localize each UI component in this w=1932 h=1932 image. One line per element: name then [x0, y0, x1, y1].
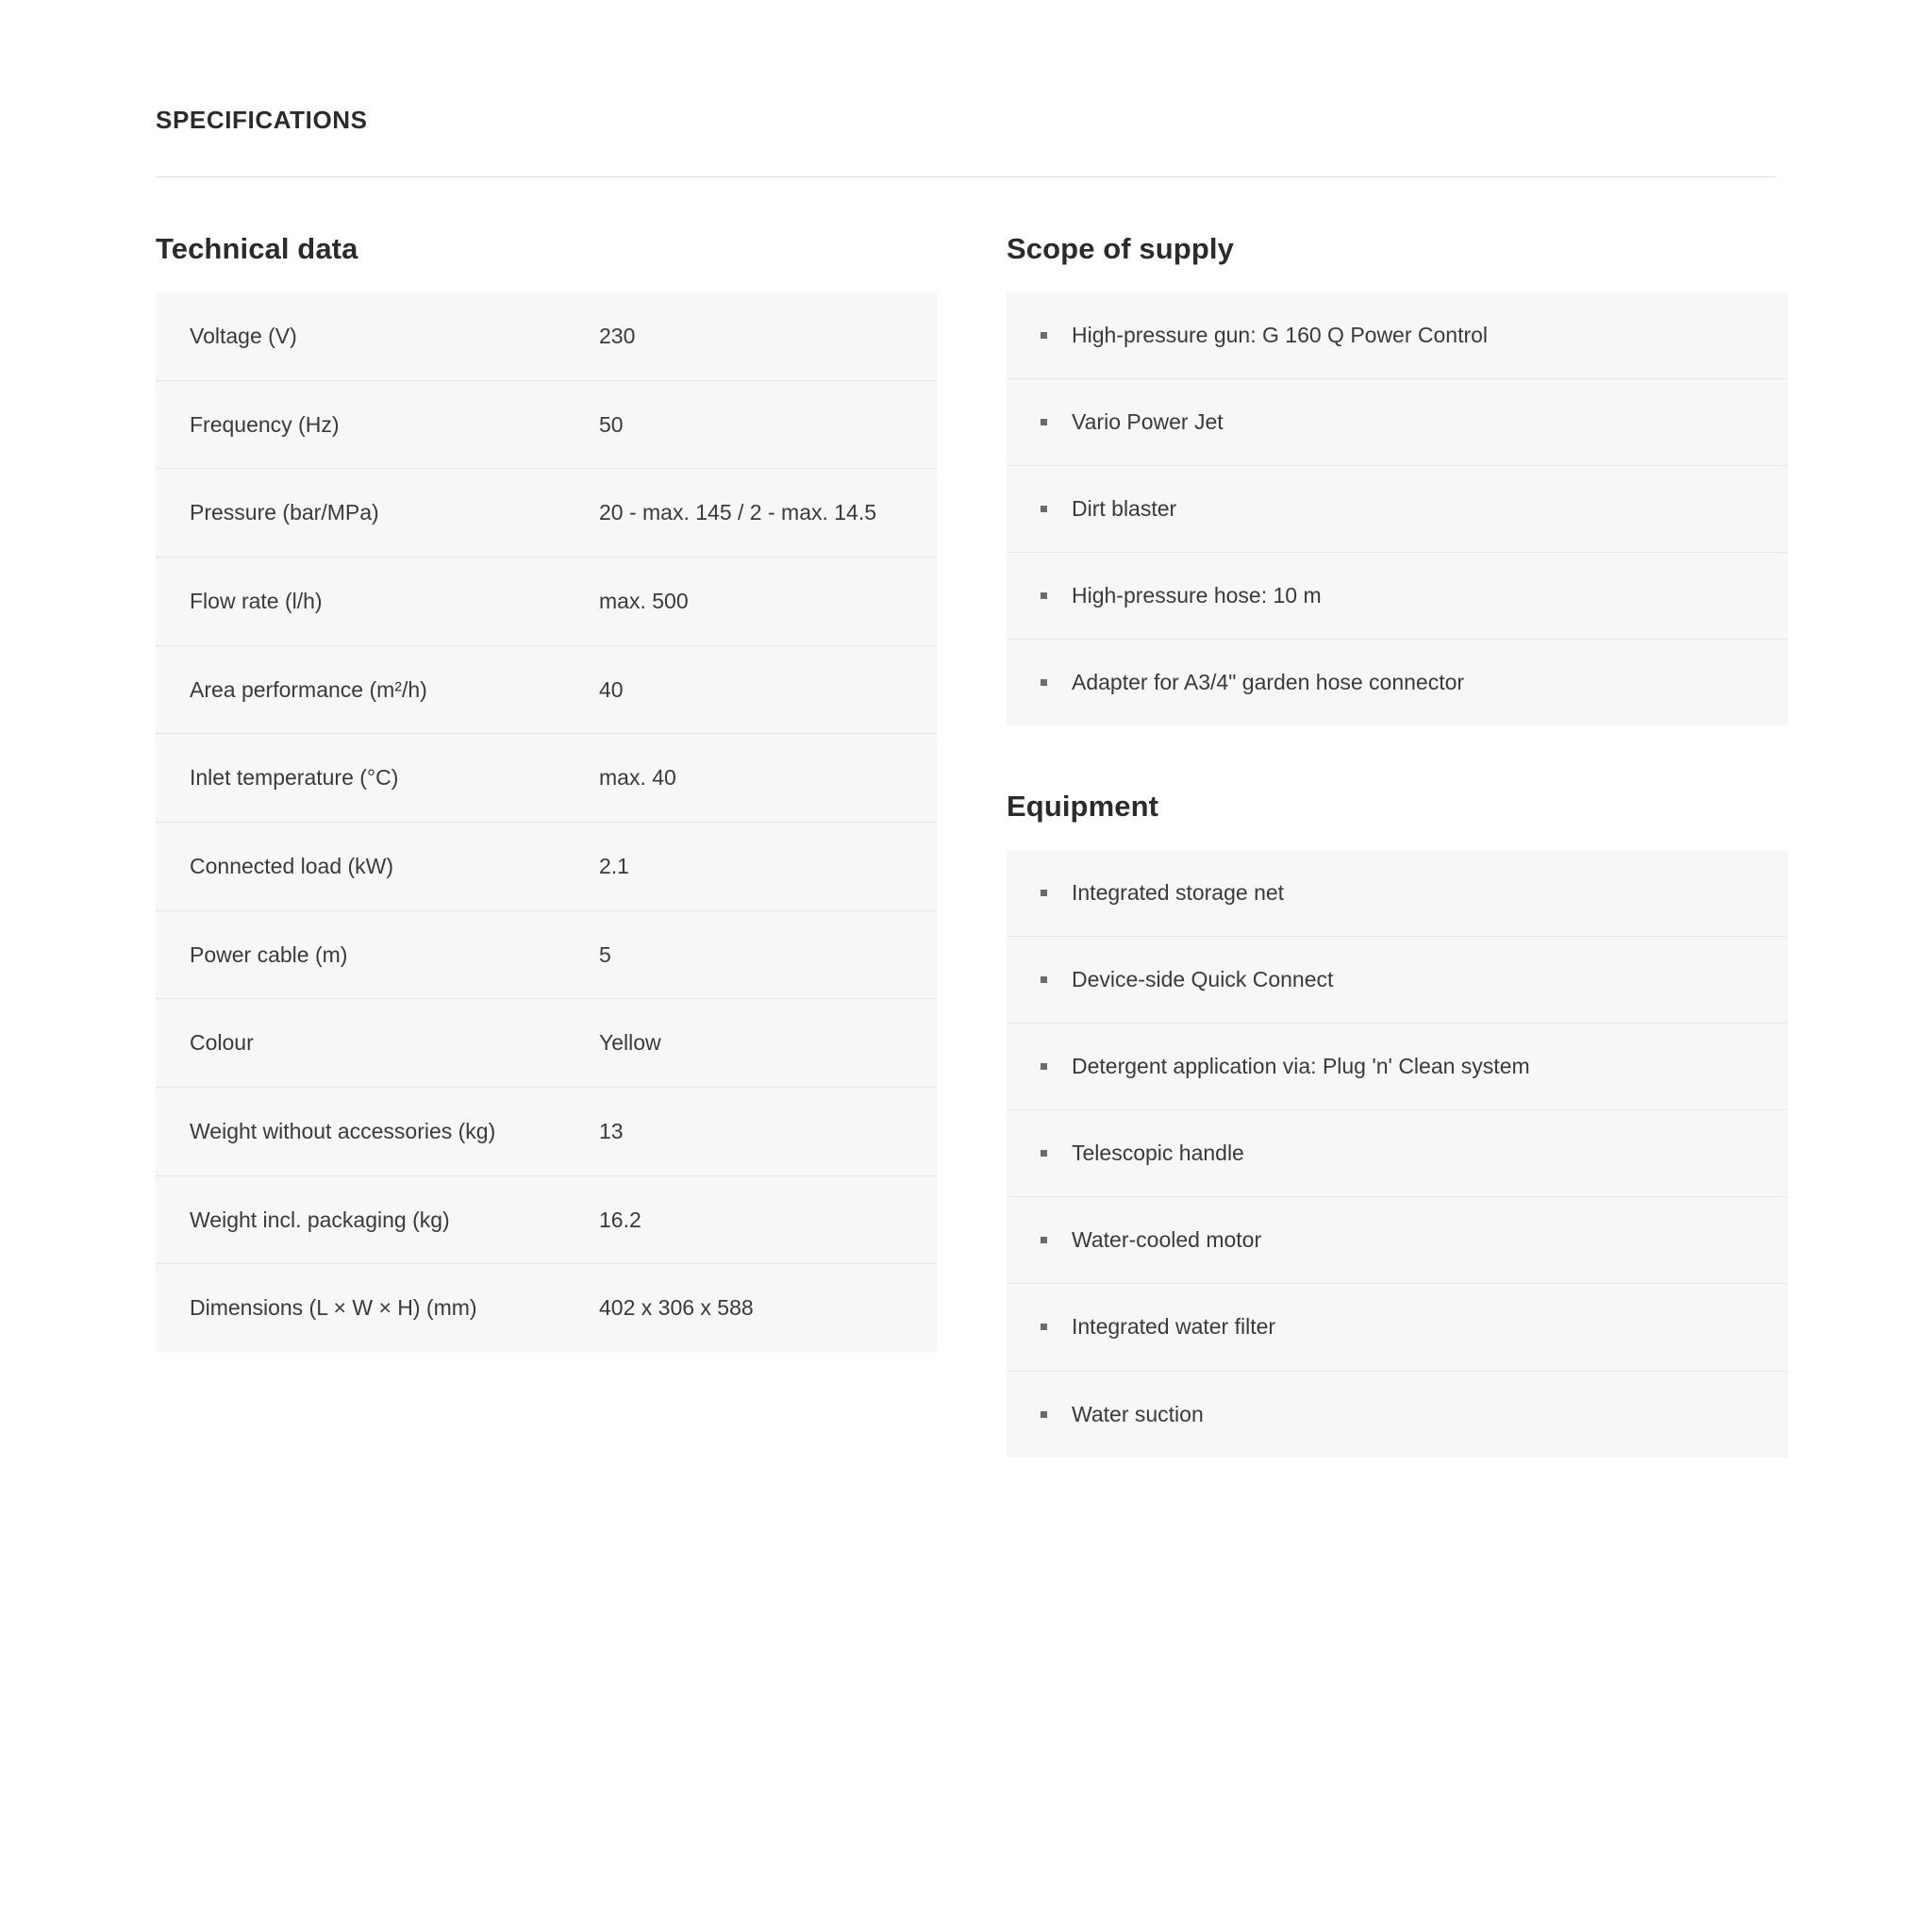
technical-data-heading: Technical data: [156, 232, 358, 265]
spec-label: Voltage (V): [156, 292, 599, 380]
equipment-list: [1007, 850, 1788, 1457]
spec-label: Connected load (kW): [156, 822, 599, 910]
table-row: [156, 557, 937, 645]
spec-label: Colour: [156, 999, 599, 1088]
list-item-label: Telescopic handle: [1072, 1141, 1244, 1166]
section-header: [0, 0, 1932, 135]
table-row: [156, 822, 937, 910]
spec-value: 13: [599, 1087, 937, 1175]
list-item: [1007, 1372, 1788, 1457]
list-item: [1007, 1110, 1788, 1197]
list-item: [1007, 466, 1788, 553]
bullet-icon: [1041, 506, 1047, 512]
list-item: [1007, 1284, 1788, 1371]
scope-of-supply-list: [1007, 292, 1788, 725]
bullet-icon: [1041, 1237, 1047, 1243]
bullet-icon: [1041, 1411, 1047, 1418]
table-row: [156, 292, 937, 380]
content-columns: [0, 232, 1932, 1457]
list-item-label: Integrated storage net: [1072, 880, 1285, 906]
spec-value: 2.1: [599, 822, 937, 910]
equipment-heading: Equipment: [1007, 790, 1159, 824]
table-row: [156, 1087, 937, 1175]
spec-value: max. 40: [599, 734, 937, 823]
spec-label: Power cable (m): [156, 910, 599, 999]
spec-value: 40: [599, 645, 937, 734]
list-item: [1007, 1197, 1788, 1284]
list-item-label: Dirt blaster: [1072, 496, 1177, 522]
list-item: [1007, 379, 1788, 466]
supply-equipment-column: [1007, 232, 1788, 1457]
bullet-icon: [1041, 1324, 1047, 1330]
table-row: [156, 734, 937, 823]
bullet-icon: [1041, 419, 1047, 425]
list-item-label: Water-cooled motor: [1072, 1227, 1262, 1253]
list-item-label: Integrated water filter: [1072, 1314, 1276, 1340]
table-row: [156, 910, 937, 999]
list-item: [1007, 553, 1788, 640]
list-item-label: Water suction: [1072, 1401, 1204, 1426]
list-item-label: Adapter for A3/4" garden hose connector: [1072, 670, 1465, 695]
list-item: [1007, 850, 1788, 937]
bullet-icon: [1041, 890, 1047, 896]
spec-label: Frequency (Hz): [156, 380, 599, 469]
scope-of-supply-heading: Scope of supply: [1007, 232, 1234, 265]
technical-data-column: [156, 232, 937, 1457]
table-row: [156, 469, 937, 558]
spec-value: 20 - max. 145 / 2 - max. 14.5: [599, 469, 937, 558]
page-title: SPECIFICATIONS: [156, 106, 368, 134]
bullet-icon: [1041, 332, 1047, 339]
list-item-label: High-pressure gun: G 160 Q Power Control: [1072, 323, 1489, 347]
bullet-icon: [1041, 1063, 1047, 1070]
list-item: [1007, 1024, 1788, 1110]
spec-label: Weight incl. packaging (kg): [156, 1175, 599, 1264]
table-row: [156, 380, 937, 469]
table-row: [156, 999, 937, 1088]
spec-label: Dimensions (L × W × H) (mm): [190, 1295, 477, 1321]
spec-value: 16.2: [599, 1175, 937, 1264]
list-item: [1007, 292, 1788, 379]
table-row: [156, 1175, 937, 1264]
table-row: [156, 1264, 937, 1352]
spec-value: max. 500: [599, 557, 937, 645]
spec-value: 5: [599, 910, 937, 999]
spec-value: 230: [599, 292, 937, 380]
spec-label: Weight without accessories (kg): [156, 1087, 599, 1175]
bullet-icon: [1041, 592, 1047, 599]
spec-value: 50: [599, 380, 937, 469]
list-item: [1007, 937, 1788, 1024]
spec-value: Yellow: [599, 999, 937, 1088]
spec-label: Area performance (m²/h): [156, 645, 599, 734]
bullet-icon: [1041, 679, 1047, 686]
technical-data-table: [156, 292, 937, 1352]
list-item-label: Detergent application via: Plug 'n' Clean system: [1072, 1054, 1530, 1079]
list-item-label: Device-side Quick Connect: [1072, 967, 1334, 992]
list-item: [1007, 640, 1788, 725]
spec-label: Inlet temperature (°C): [156, 734, 599, 823]
list-item-label: Vario Power Jet: [1072, 409, 1224, 435]
list-item-label: High-pressure hose: 10 m: [1072, 583, 1322, 608]
bullet-icon: [1041, 1150, 1047, 1157]
spec-value: 402 x 306 x 588: [599, 1295, 754, 1321]
bullet-icon: [1041, 976, 1047, 983]
spec-label: Pressure (bar/MPa): [156, 469, 599, 558]
header-divider: [156, 176, 1776, 177]
spec-label: Flow rate (l/h): [156, 557, 599, 645]
table-row: [156, 645, 937, 734]
